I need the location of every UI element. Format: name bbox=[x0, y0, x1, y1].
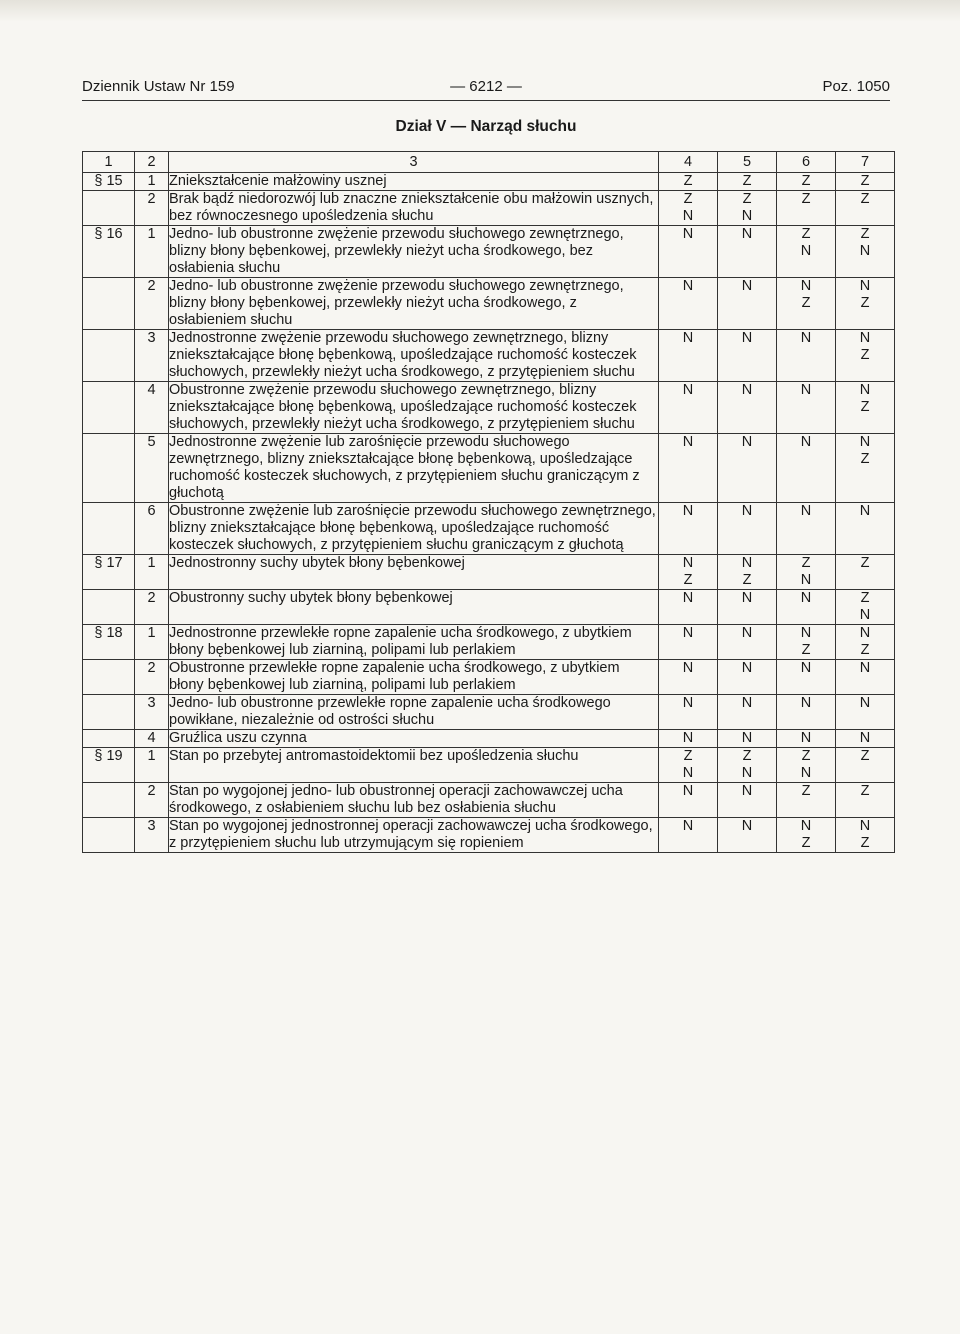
column-header: 7 bbox=[836, 152, 895, 173]
paragraph-cell: § 19 bbox=[83, 748, 135, 783]
item-number: 1 bbox=[135, 625, 169, 660]
category-value-line: Z bbox=[860, 347, 870, 363]
category-value-line: N bbox=[859, 607, 871, 623]
category-value-line: Z bbox=[801, 555, 811, 571]
category-value bbox=[777, 555, 836, 590]
category-value-line: N bbox=[800, 278, 812, 294]
category-value: Z bbox=[777, 191, 836, 226]
category-value bbox=[836, 625, 895, 660]
condition-description: Stan po przebytej antromastoidektomii bez upośledzenia słuchu bbox=[169, 748, 659, 783]
item-number: 3 bbox=[135, 330, 169, 382]
category-value-line: Z bbox=[860, 642, 870, 658]
column-header: 4 bbox=[659, 152, 718, 173]
category-value bbox=[659, 555, 718, 590]
column-header: 3 bbox=[169, 152, 659, 173]
table-row bbox=[83, 382, 895, 434]
category-value bbox=[836, 330, 895, 382]
qualification-table bbox=[82, 151, 895, 853]
category-value-line: Z bbox=[860, 451, 870, 467]
condition-description: Jedno- lub obustronne przewlekłe ropne zapalenie ucha środkowego powikłane, niezależnie od ostrości słuchu bbox=[169, 695, 659, 730]
category-value-line: Z bbox=[742, 748, 752, 764]
category-value bbox=[836, 434, 895, 503]
category-value bbox=[777, 625, 836, 660]
item-number: 1 bbox=[135, 226, 169, 278]
paragraph-cell bbox=[83, 382, 135, 434]
category-value-line: N bbox=[682, 765, 694, 781]
table-row bbox=[83, 278, 895, 330]
page-number: — 6212 — bbox=[450, 78, 522, 95]
category-value bbox=[777, 226, 836, 278]
category-value bbox=[718, 555, 777, 590]
category-value-line: N bbox=[800, 572, 812, 588]
paragraph-cell bbox=[83, 695, 135, 730]
category-value: Z bbox=[777, 173, 836, 191]
category-value bbox=[836, 590, 895, 625]
table-row bbox=[83, 555, 895, 590]
category-value-line: Z bbox=[801, 835, 811, 851]
condition-description: Stan po wygojonej jedno- lub obustronnej operacji zachowawczej ucha środkowego, z osłabieniem słuchu lub bez osłabienia słuchu bbox=[169, 783, 659, 818]
category-value-line: Z bbox=[801, 295, 811, 311]
condition-description: Zniekształcenie małżowiny usznej bbox=[169, 173, 659, 191]
category-value: N bbox=[718, 226, 777, 278]
table-row bbox=[83, 695, 895, 730]
category-value: N bbox=[836, 503, 895, 555]
category-value: Z bbox=[718, 173, 777, 191]
item-number: 1 bbox=[135, 555, 169, 590]
condition-description: Gruźlica uszu czynna bbox=[169, 730, 659, 748]
section-title: Dział V — Narząd słuchu bbox=[395, 118, 577, 135]
category-value-line: N bbox=[859, 434, 871, 450]
item-number: 2 bbox=[135, 590, 169, 625]
category-value: N bbox=[718, 783, 777, 818]
table-row bbox=[83, 330, 895, 382]
category-value-line: Z bbox=[801, 226, 811, 242]
category-value-line: N bbox=[741, 765, 753, 781]
category-value: N bbox=[718, 818, 777, 853]
category-value: N bbox=[718, 660, 777, 695]
category-value: N bbox=[836, 695, 895, 730]
category-value: N bbox=[777, 503, 836, 555]
table-row bbox=[83, 660, 895, 695]
column-header: 5 bbox=[718, 152, 777, 173]
category-value-line: N bbox=[682, 555, 694, 571]
column-number-row bbox=[83, 152, 895, 173]
category-value-line: N bbox=[682, 208, 694, 224]
category-value-line: N bbox=[859, 330, 871, 346]
category-value-line: Z bbox=[801, 642, 811, 658]
condition-description: Obustronne zwężenie przewodu słuchowego zewnętrznego, blizny zniekształcające błonę bębenkową, upośledzające ruchomość kosteczek słuchowych, przewlekły nieżyt ucha środkowego, z przytępieniem słuchu bbox=[169, 382, 659, 434]
category-value: N bbox=[718, 625, 777, 660]
category-value: N bbox=[659, 278, 718, 330]
category-value: N bbox=[659, 625, 718, 660]
category-value-line: N bbox=[859, 243, 871, 259]
category-value-line: N bbox=[800, 243, 812, 259]
table-row bbox=[83, 503, 895, 555]
column-header: 6 bbox=[777, 152, 836, 173]
item-number: 4 bbox=[135, 730, 169, 748]
category-value bbox=[777, 748, 836, 783]
paragraph-cell: § 17 bbox=[83, 555, 135, 590]
category-value: Z bbox=[836, 783, 895, 818]
category-value: N bbox=[777, 590, 836, 625]
table-row bbox=[83, 783, 895, 818]
category-value: Z bbox=[836, 173, 895, 191]
category-value-line: Z bbox=[860, 399, 870, 415]
category-value-line: N bbox=[800, 818, 812, 834]
category-value-line: Z bbox=[683, 572, 693, 588]
category-value: N bbox=[777, 695, 836, 730]
condition-description: Jednostronne przewlekłe ropne zapalenie ucha środkowego, z ubytkiem błony bębenkowej lub ziarniną, polipami lub perlakiem bbox=[169, 625, 659, 660]
category-value-line: Z bbox=[860, 835, 870, 851]
category-value bbox=[659, 191, 718, 226]
table-row bbox=[83, 818, 895, 853]
category-value bbox=[836, 278, 895, 330]
column-header: 2 bbox=[135, 152, 169, 173]
category-value: N bbox=[659, 783, 718, 818]
category-value bbox=[718, 191, 777, 226]
category-value-line: Z bbox=[860, 295, 870, 311]
category-value: N bbox=[718, 330, 777, 382]
category-value: N bbox=[836, 660, 895, 695]
paragraph-cell bbox=[83, 783, 135, 818]
category-value: N bbox=[777, 330, 836, 382]
category-value: N bbox=[659, 382, 718, 434]
category-value: N bbox=[777, 382, 836, 434]
category-value-line: N bbox=[800, 765, 812, 781]
category-value bbox=[836, 818, 895, 853]
category-value: Z bbox=[777, 783, 836, 818]
category-value-line: Z bbox=[860, 226, 870, 242]
table-row bbox=[83, 173, 895, 191]
category-value-line: Z bbox=[860, 590, 870, 606]
item-number: 6 bbox=[135, 503, 169, 555]
category-value: N bbox=[718, 503, 777, 555]
paragraph-cell bbox=[83, 660, 135, 695]
table-row bbox=[83, 590, 895, 625]
category-value: N bbox=[659, 330, 718, 382]
paragraph-cell bbox=[83, 330, 135, 382]
category-value: Z bbox=[836, 748, 895, 783]
item-number: 1 bbox=[135, 748, 169, 783]
category-value: N bbox=[659, 818, 718, 853]
category-value bbox=[659, 748, 718, 783]
item-number: 2 bbox=[135, 660, 169, 695]
category-value: N bbox=[777, 730, 836, 748]
category-value-line: Z bbox=[742, 191, 752, 207]
paragraph-cell bbox=[83, 191, 135, 226]
condition-description: Obustronny suchy ubytek błony bębenkowej bbox=[169, 590, 659, 625]
item-number: 2 bbox=[135, 191, 169, 226]
category-value-line: N bbox=[859, 625, 871, 641]
paragraph-cell bbox=[83, 590, 135, 625]
paragraph-cell: § 16 bbox=[83, 226, 135, 278]
item-number: 3 bbox=[135, 818, 169, 853]
item-number: 4 bbox=[135, 382, 169, 434]
category-value bbox=[836, 226, 895, 278]
paragraph-cell bbox=[83, 503, 135, 555]
condition-description: Jedno- lub obustronne zwężenie przewodu słuchowego zewnętrznego, blizny błony bębenkowej, przewlekły nieżyt ucha środkowego, bez osłabienia słuchu bbox=[169, 226, 659, 278]
category-value-line: Z bbox=[683, 191, 693, 207]
table-row bbox=[83, 625, 895, 660]
category-value: Z bbox=[836, 555, 895, 590]
condition-description: Jednostronne zwężenie przewodu słuchowego zewnętrznego, blizny zniekształcające błonę bębenkową, upośledzające ruchomość kosteczek słuchowych, przewlekły nieżyt ucha środkowego, z przytępieniem słuchu bbox=[169, 330, 659, 382]
table-row bbox=[83, 748, 895, 783]
category-value-line: Z bbox=[801, 748, 811, 764]
category-value: N bbox=[659, 434, 718, 503]
paragraph-cell bbox=[83, 730, 135, 748]
paragraph-cell: § 18 bbox=[83, 625, 135, 660]
category-value: N bbox=[718, 382, 777, 434]
item-number: 5 bbox=[135, 434, 169, 503]
condition-description: Brak bądź niedorozwój lub znaczne zniekształcenie obu małżowin usznych, bez równoczesnego upośledzenia słuchu bbox=[169, 191, 659, 226]
category-value-line: N bbox=[800, 625, 812, 641]
condition-description: Obustronne przewlekłe ropne zapalenie ucha środkowego, z ubytkiem błony bębenkowej lub ziarniną, polipami lub perlakiem bbox=[169, 660, 659, 695]
category-value: N bbox=[777, 660, 836, 695]
category-value: N bbox=[659, 226, 718, 278]
category-value-line: N bbox=[859, 278, 871, 294]
category-value bbox=[777, 818, 836, 853]
category-value bbox=[777, 278, 836, 330]
item-number: 2 bbox=[135, 783, 169, 818]
category-value: N bbox=[718, 695, 777, 730]
category-value-line: N bbox=[741, 555, 753, 571]
item-number: 1 bbox=[135, 173, 169, 191]
paragraph-cell bbox=[83, 818, 135, 853]
category-value: N bbox=[718, 730, 777, 748]
position-number: Poz. 1050 bbox=[822, 78, 890, 95]
scan-edge bbox=[0, 0, 960, 22]
paragraph-cell bbox=[83, 434, 135, 503]
page-header bbox=[82, 78, 890, 100]
category-value-line: N bbox=[859, 382, 871, 398]
category-value: N bbox=[836, 730, 895, 748]
category-value-line: Z bbox=[683, 748, 693, 764]
category-value: N bbox=[659, 695, 718, 730]
item-number: 2 bbox=[135, 278, 169, 330]
condition-description: Jednostronne zwężenie lub zarośnięcie przewodu słuchowego zewnętrznego, blizny zniekształcające błonę bębenkową, upośledzające ruchomość kosteczek słuchowych, z przytępieniem słuchu graniczącym z głuchotą bbox=[169, 434, 659, 503]
category-value: N bbox=[659, 730, 718, 748]
category-value: Z bbox=[836, 191, 895, 226]
category-value: Z bbox=[659, 173, 718, 191]
condition-description: Obustronne zwężenie lub zarośnięcie przewodu słuchowego zewnętrznego, blizny zniekształcające błonę bębenkową, upośledzające ruchomość kosteczek słuchowych, z przytępieniem słuchu graniczącym z głuchotą bbox=[169, 503, 659, 555]
condition-description: Stan po wygojonej jednostronnej operacji zachowawczej ucha środkowego, z przytępieniem słuchu lub utrzymującym się ropieniem bbox=[169, 818, 659, 853]
item-number: 3 bbox=[135, 695, 169, 730]
category-value: N bbox=[659, 590, 718, 625]
category-value: N bbox=[777, 434, 836, 503]
category-value-line: Z bbox=[742, 572, 752, 588]
condition-description: Jednostronny suchy ubytek błony bębenkowej bbox=[169, 555, 659, 590]
header-rule bbox=[82, 100, 890, 101]
condition-description: Jedno- lub obustronne zwężenie przewodu słuchowego zewnętrznego, blizny błony bębenkowej, przewlekły nieżyt ucha środkowego, z osłabieniem słuchu bbox=[169, 278, 659, 330]
paragraph-cell bbox=[83, 278, 135, 330]
table-row bbox=[83, 730, 895, 748]
table-row bbox=[83, 191, 895, 226]
table-row bbox=[83, 434, 895, 503]
category-value: N bbox=[718, 278, 777, 330]
journal-name: Dziennik Ustaw Nr 159 bbox=[82, 78, 235, 95]
category-value: N bbox=[659, 660, 718, 695]
category-value: N bbox=[718, 434, 777, 503]
category-value: N bbox=[659, 503, 718, 555]
category-value bbox=[836, 382, 895, 434]
category-value: N bbox=[718, 590, 777, 625]
category-value bbox=[718, 748, 777, 783]
paragraph-cell: § 15 bbox=[83, 173, 135, 191]
table-row bbox=[83, 226, 895, 278]
category-value-line: N bbox=[741, 208, 753, 224]
category-value-line: N bbox=[859, 818, 871, 834]
column-header: 1 bbox=[83, 152, 135, 173]
